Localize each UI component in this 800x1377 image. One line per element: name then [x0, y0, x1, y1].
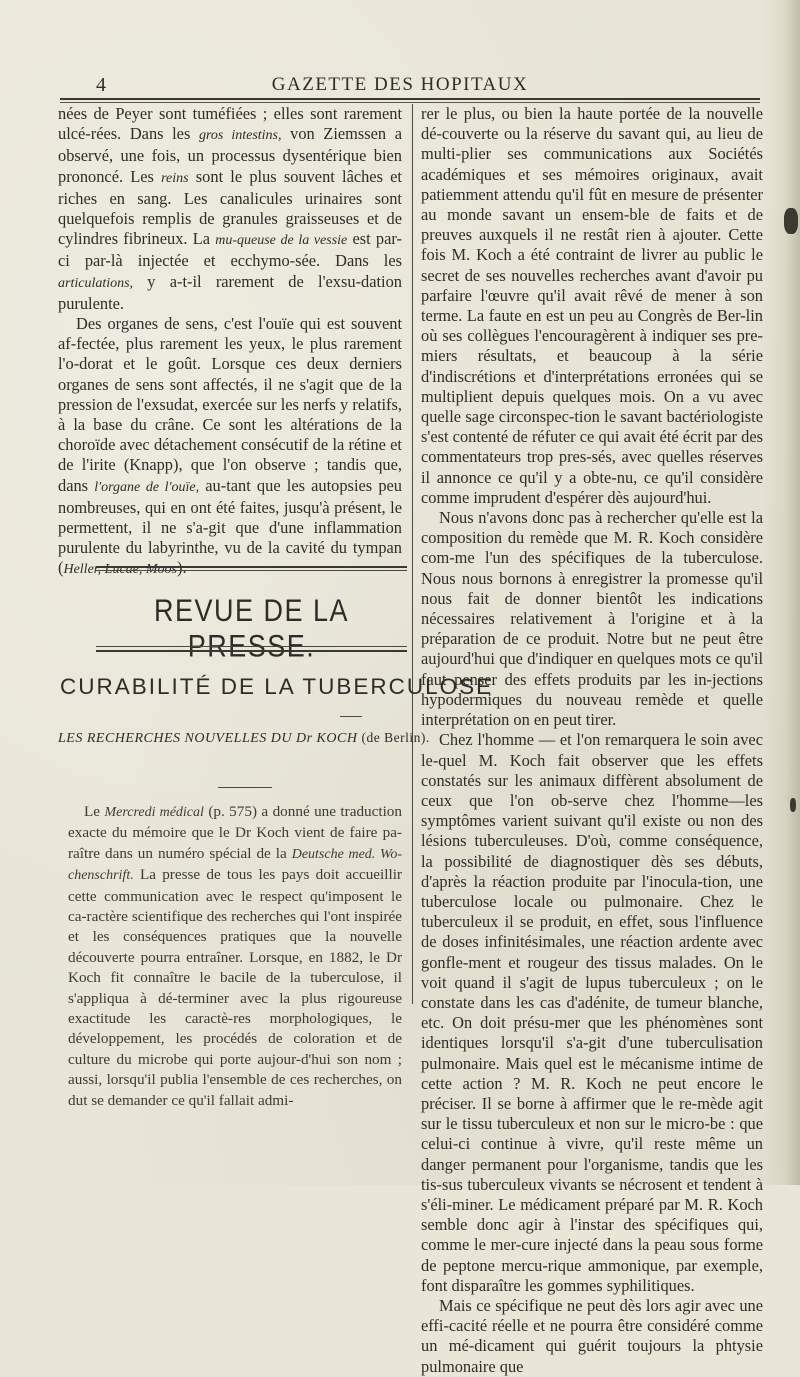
paragraph: [58, 104, 402, 314]
text-run: (p. 575) a donné une traduction exacte du mémoire que le Dr Koch vient de faire pa-raître dans un numéro spécial de la: [68, 803, 402, 862]
page-edge-shadow: [764, 0, 800, 1185]
text-run: sont le plus souvent lâches et riches en sang. Les canalicules urinaires sont quelquefois remplis de granules graisseuses et de cylindres fibrineux. La: [58, 166, 402, 249]
italic-run: Heller, Lucae, Moos: [63, 562, 178, 578]
italic-run: Deutsche med. Wo-chenschrift.: [68, 846, 402, 884]
article-section-title: CURABILITÉ DE LA TUBERCULOSE: [60, 674, 494, 699]
section-rule: [96, 570, 407, 571]
italic-run: articulations,: [58, 275, 134, 291]
page-number: 4: [96, 74, 107, 96]
article-source: (de Berlin).: [361, 730, 430, 745]
running-head-title: GAZETTE DES HOPITAUX: [271, 74, 529, 95]
paragraph: [421, 730, 763, 1296]
text-run: Le: [84, 803, 105, 820]
section-rule: [96, 650, 407, 652]
text-run: Nous n'avons donc pas à rechercher qu'elle est la composition du remède que M. R. Koch considère com-me l'un des spécifiques de la tuberculose. Nous nous bornons à enregistrer la promesse qu'il nous fait de donner bientôt les indications nécessaires relativement à l'origine et à la préparation de ce produit. Notre but ne peut être aujourd'hui que d'indiquer en quelques mots ce qu'il faut penser des effets produits par les in-jections hypodermiques du nouveau remède et quelle interprétation on en peut tirer.: [421, 508, 763, 730]
column-divider: [412, 104, 413, 1004]
text-run: est par-ci par-là injectée et ecchymo-sée. Dans les: [58, 229, 402, 271]
separator-dash: [218, 787, 272, 788]
section-heading-revue: REVUE DE LA PRESSE.: [153, 593, 350, 664]
header-rule: [60, 102, 760, 103]
text-run: Des organes de sens, c'est l'ouïe qui est souvent af-fectée, plus rarement les yeux, le plus rarement l'o-dorat et le goût. Lorsque ces deux derniers organes de sens sont affectés, il ne s'agit que de la pression de l'exsudat, exercée sur les nerfs y relatifs, à la base du crâne. Ce sont les altérations de la choroïde avec détachement consécutif de la rétine et de l'irite (Knapp), que l'on observe ; tandis que, dans: [58, 314, 402, 495]
paragraph: [421, 104, 763, 508]
italic-run: l'organe de l'ouïe,: [94, 479, 200, 495]
text-run: ).: [177, 558, 187, 578]
paragraph: [68, 802, 402, 1111]
section-rule: [96, 646, 407, 647]
article-body-left: [68, 802, 402, 1111]
text-run: rer le plus, ou bien la haute portée de la nouvelle dé-couverte ou la réserve du savant qui, au lieu de multi-plier ses communications aux Sociétés académiques et ses mémoires originaux, avait patiemment attendu qu'il fût en mesure de présenter au monde savant un ensem-ble de faits et de preuves auxquels il ne restât rien à ajouter. Cette fois M. Koch a été contraint de livrer au public le secret de ses nouvelles recherches avant d'avoir pu parfaire l'œuvre qu'il avait rêvé de mener à son terme. La faute en est un peu au Congrès de Ber-lin où ses collègues l'encouragèrent à indiquer ses pre-miers résultats, et beaucoup à la série d'indiscrétions et d'interprétations erronées qui se multiplient depuis quelques mois. On a vu avec quelle sage circonspec-tion le savant bactériologiste s'est contenté de réfuter ce qui avait été écrit par des commentateurs trop pres-sés, avec quelles réserves il annonce ce qu'il y a obte-nu, ce qu'il considère comme imprudent d'espérer dès aujourd'hui.: [421, 104, 763, 507]
paragraph: [58, 314, 402, 581]
article-title: LES RECHERCHES NOUVELLES DU Dr KOCH: [58, 731, 358, 746]
ink-blot: [784, 208, 798, 234]
text-run: nées de Peyer sont tuméfiées ; elles sont rarement ulcé-rées. Dans les: [58, 104, 402, 144]
paragraph: [421, 508, 763, 730]
separator-dash: [340, 716, 362, 717]
article-heading: [58, 730, 430, 747]
text-run: Chez l'homme — et l'on remarquera le soin avec le-quel M. Koch fait observer que les effets constatés sur les animaux diffèrent absolument de ceux que l'on ob-serve chez l'homme—les symptômes varient suivant qu'il existe ou non des lésions tuberculeuses. D'où, comme conséquence, la possibilité de diagnostiquer dès ses débuts, d'après la réaction produite par l'inocula-tion, une tuberculose locale ou pulmonaire. Chez le tuberculeux il se produit, en effet, sous l'influence de doses infinitésimales, une réaction ardente avec gonfle-ment et rougeur des tissus malades. On le voit quand il s'agit de lupus tuberculeux ; on le constate dans les cas d'adénite, de tumeur blanche, etc. On doit présu-mer que les phénomènes sont identiques lorsqu'il s'a-git d'une tuberculisation pulmonaire. Mais quel est le mécanisme intime de cette action ? M. R. Koch ne peut encore le préciser. Il se borne à affirmer que le re-mède agit sur le tissu tuberculeux et non sur le micro-be : que celui-ci continue à vivre, qu'il reste même un danger permanent pour l'organisme, tandis que les tis-sus tuberculeux vivants se nécrosent et tendent à s'éli-miner. Le médicament préparé par M. R. Koch semble donc agir à l'instar des spécifiques qui, comme le mer-cure injecté dans la peau sous forme de peptone mercu-rique ammonique, par exemple, font disparaître les gommes syphilitiques.: [421, 730, 763, 1295]
italic-run: gros intestins,: [198, 128, 282, 144]
section-rule: [96, 566, 407, 568]
text-run: La presse de tous les pays doit accueillir cette communication avec le respect qu'imposent le ca-ractère scientifique des recherches qui l'ont inspirée et les conséquences pratiques que la nouvelle découverte pourra entraîner. Lorsque, en 1882, le Dr Koch fit connaître le bacile de la tuberculose, il s'appliqua à dé-terminer avec la plus rigoureuse exactitude les caractè-res morphologiques, le développement, les procédés de coloration et de culture du microbe qui porte aujour-d'hui son nom ; aussi, lorsqu'il publia l'ensemble de ces recherches, on dut se demander ce qu'il fallait admi-: [68, 866, 402, 1109]
ink-blot: [790, 798, 796, 812]
header-rule: [60, 98, 760, 100]
italic-run: Mercredi médical: [104, 805, 204, 820]
italic-run: mu-queuse de la vessie: [215, 233, 348, 249]
text-run: von Ziemssen a observé, une fois, un processus dysentérique bien prononcé. Les: [58, 124, 403, 186]
right-column-text: [421, 104, 763, 1377]
text-run: Mais ce spécifique ne peut dès lors agir avec une effi-cacité réelle et ne pourra être considéré comme un mé-dicament qui guérit toujours la phtysie pulmonaire que: [421, 1295, 763, 1376]
paragraph: [421, 1296, 763, 1377]
left-column-text: [58, 104, 402, 581]
text-run: y a-t-il rarement de l'exsu-dation purulente.: [58, 271, 402, 313]
italic-run: reins: [161, 170, 189, 186]
text-run: au-tant que les autopsies peu nombreuses, qui en ont été faites, jusqu'à présent, le permettent, il ne s'a-git que d'une inflammation purulente du labyrinthe, vu de la cavité du tympan (: [58, 475, 402, 578]
